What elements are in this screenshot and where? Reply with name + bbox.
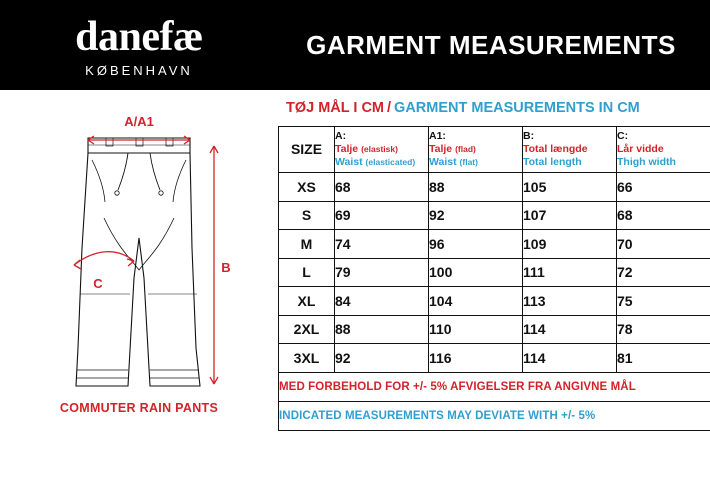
row-size: XS bbox=[279, 173, 335, 202]
row-value-a: 92 bbox=[335, 344, 429, 373]
row-size: M bbox=[279, 230, 335, 259]
note-row-english bbox=[279, 401, 710, 430]
header-bar bbox=[0, 0, 710, 90]
column-danish-b: Total længde bbox=[523, 142, 588, 155]
table-row bbox=[279, 344, 710, 373]
row-value-b: 113 bbox=[523, 287, 617, 316]
row-value-b: 114 bbox=[523, 344, 617, 373]
subheader-separator: / bbox=[387, 100, 392, 116]
row-value-b: 105 bbox=[523, 173, 617, 202]
subheader-english: GARMENT MEASUREMENTS IN CM bbox=[394, 100, 640, 116]
column-header-b bbox=[523, 127, 617, 173]
row-value-c: 68 bbox=[617, 201, 710, 230]
column-code-a: A: bbox=[335, 129, 347, 142]
row-value-c: 66 bbox=[617, 173, 710, 202]
row-value-a1: 100 bbox=[429, 258, 523, 287]
illustration-panel bbox=[0, 90, 278, 503]
label-b: B bbox=[221, 260, 231, 275]
deviation-note-danish: MED FORBEHOLD FOR +/- 5% AFVIGELSER FRA ANGIVNE MÅL bbox=[279, 372, 710, 401]
table-row bbox=[279, 230, 710, 259]
row-value-b: 114 bbox=[523, 315, 617, 344]
deviation-note-english: INDICATED MEASUREMENTS MAY DEVIATE WITH +/- 5% bbox=[279, 401, 710, 430]
column-header-size: SIZE bbox=[279, 127, 335, 173]
row-value-c: 70 bbox=[617, 230, 710, 259]
table-header-row bbox=[279, 127, 710, 173]
subheader-danish: TØJ MÅL I CM bbox=[286, 100, 385, 116]
table-row bbox=[279, 201, 710, 230]
row-value-a1: 110 bbox=[429, 315, 523, 344]
row-value-a: 84 bbox=[335, 287, 429, 316]
brand-subtitle: KØBENHAVN bbox=[85, 63, 193, 78]
column-danish-c: Lår vidde bbox=[617, 142, 664, 155]
row-value-a: 68 bbox=[335, 173, 429, 202]
table-row bbox=[279, 287, 710, 316]
row-value-a: 74 bbox=[335, 230, 429, 259]
column-code-c: C: bbox=[617, 129, 629, 142]
row-value-a1: 104 bbox=[429, 287, 523, 316]
label-c: C bbox=[93, 276, 103, 291]
table-row bbox=[279, 258, 710, 287]
column-header-a1 bbox=[429, 127, 523, 173]
row-value-c: 72 bbox=[617, 258, 710, 287]
column-danish-a1: Talje (flad) bbox=[429, 142, 476, 155]
label-a: A/A1 bbox=[124, 114, 154, 129]
page-title: GARMENT MEASUREMENTS bbox=[306, 29, 676, 60]
row-value-c: 78 bbox=[617, 315, 710, 344]
row-size: 2XL bbox=[279, 315, 335, 344]
row-value-c: 75 bbox=[617, 287, 710, 316]
column-english-b: Total length bbox=[523, 156, 582, 169]
measurements-subheader bbox=[278, 90, 710, 126]
row-value-a: 69 bbox=[335, 201, 429, 230]
row-value-b: 109 bbox=[523, 230, 617, 259]
row-size: XL bbox=[279, 287, 335, 316]
row-value-a1: 96 bbox=[429, 230, 523, 259]
note-row-danish bbox=[279, 372, 710, 401]
row-size: 3XL bbox=[279, 344, 335, 373]
column-code-b: B: bbox=[523, 129, 535, 142]
column-english-a1: Waist (flat) bbox=[429, 156, 478, 169]
table-row bbox=[279, 173, 710, 202]
measurements-panel bbox=[278, 90, 710, 503]
column-header-a bbox=[335, 127, 429, 173]
column-english-a: Waist (elasticated) bbox=[335, 156, 416, 169]
garment-caption: COMMUTER RAIN PANTS bbox=[59, 401, 219, 415]
row-value-a1: 116 bbox=[429, 344, 523, 373]
row-value-c: 81 bbox=[617, 344, 710, 373]
brand-name: danefæ bbox=[75, 14, 203, 60]
column-code-a1: A1: bbox=[429, 129, 446, 142]
row-value-b: 111 bbox=[523, 258, 617, 287]
measurements-table bbox=[278, 126, 710, 431]
row-value-a: 79 bbox=[335, 258, 429, 287]
brand-logo bbox=[0, 0, 278, 90]
row-value-a: 88 bbox=[335, 315, 429, 344]
row-value-a1: 88 bbox=[429, 173, 523, 202]
row-size: S bbox=[279, 201, 335, 230]
table-row bbox=[279, 315, 710, 344]
row-value-a1: 92 bbox=[429, 201, 523, 230]
pants-diagram bbox=[0, 98, 278, 408]
column-header-c bbox=[617, 127, 710, 173]
column-english-c: Thigh width bbox=[617, 156, 676, 169]
column-danish-a: Talje (elastisk) bbox=[335, 142, 398, 155]
row-size: L bbox=[279, 258, 335, 287]
row-value-b: 107 bbox=[523, 201, 617, 230]
